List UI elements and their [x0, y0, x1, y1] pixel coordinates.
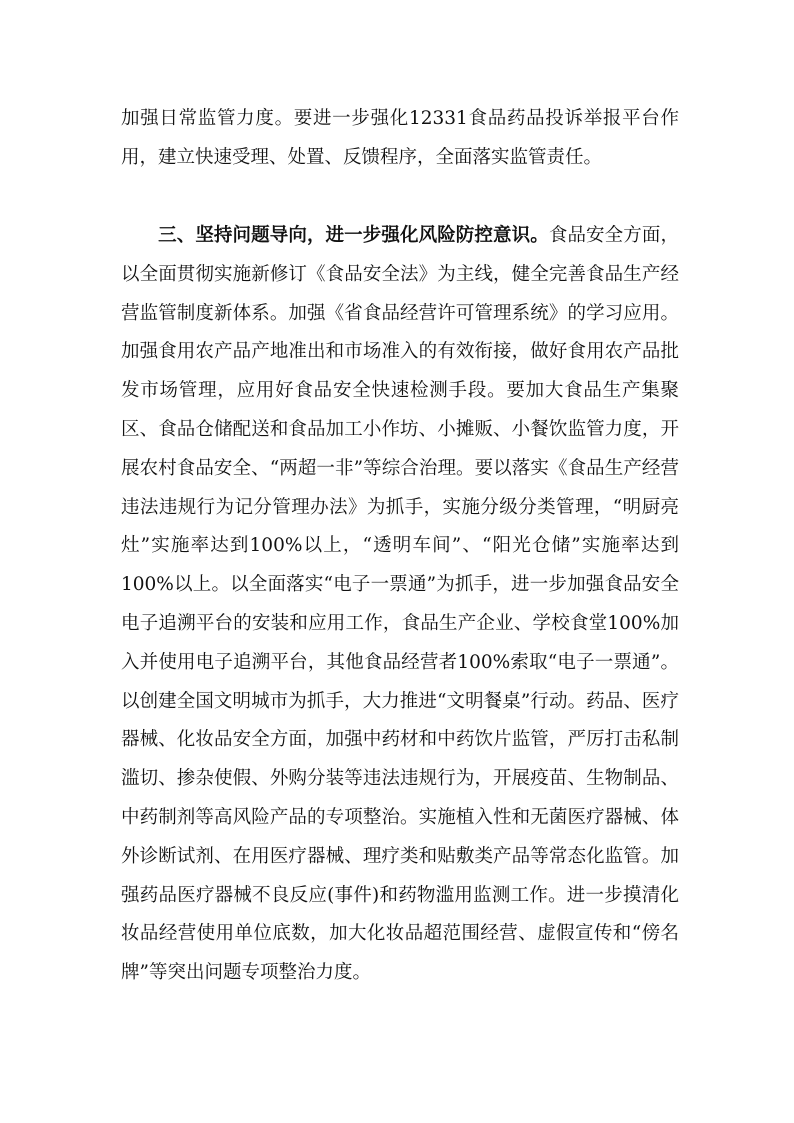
paragraph-supervision: 加强日常监管力度。要进一步强化12331食品药品投诉举报平台作用，建立快速受理、处置、反馈程序，全面落实监管责任。: [121, 108, 679, 168]
section-three-body: 食品安全方面，以全面贯彻实施新修订《食品安全法》为主线，健全完善食品生产经营监管制度新体系。加强《省食品经营许可管理系统》的学习应用。加强食用农产品产地准出和市场准入的有效衔接，做好食用农产品批发市场管理，应用好食品安全快速检测手段。要加大食品生产集聚区、食品仓储配送和食品加工小作坊、小摊贩、小餐饮监管力度，开展农村食品安全、“两超一非”等综合治理。要以落实《食品生产经营违法违规行为记分管理办法》为抓手，实施分级分类管理，“明厨亮灶”实施率达到100%以上，“透明车间”、“阳光仓储”实施率达到100%以上。以全面落实“电子一票通”为抓手，进一步加强食品安全电子追溯平台的安装和应用工作，食品生产企业、学校食堂100%加入并使用电子追溯平台，其他食品经营者100%索取“电子一票通”。以创建全国文明城市为抓手，大力推进“文明餐桌”行动。药品、医疗器械、化妆品安全方面，加强中药材和中药饮片监管，严厉打击私制滥切、掺杂使假、外购分装等违法违规行为，开展疫苗、生物制品、中药制剂等高风险产品的专项整治。实施植入性和无菌医疗器械、体外诊断试剂、在用医疗器械、理疗类和贴敷类产品等常态化监管。加强药品医疗器械不良反应(事件)和药物滥用监测工作。进一步摸清化妆品经营使用单位底数，加大化妆品超范围经营、虚假宣传和“傍名牌”等突出问题专项整治力度。: [121, 225, 679, 984]
paragraph-section-three: [121, 217, 679, 993]
section-heading-three: 三、坚持问题导向，进一步强化风险防控意识。: [158, 225, 549, 246]
